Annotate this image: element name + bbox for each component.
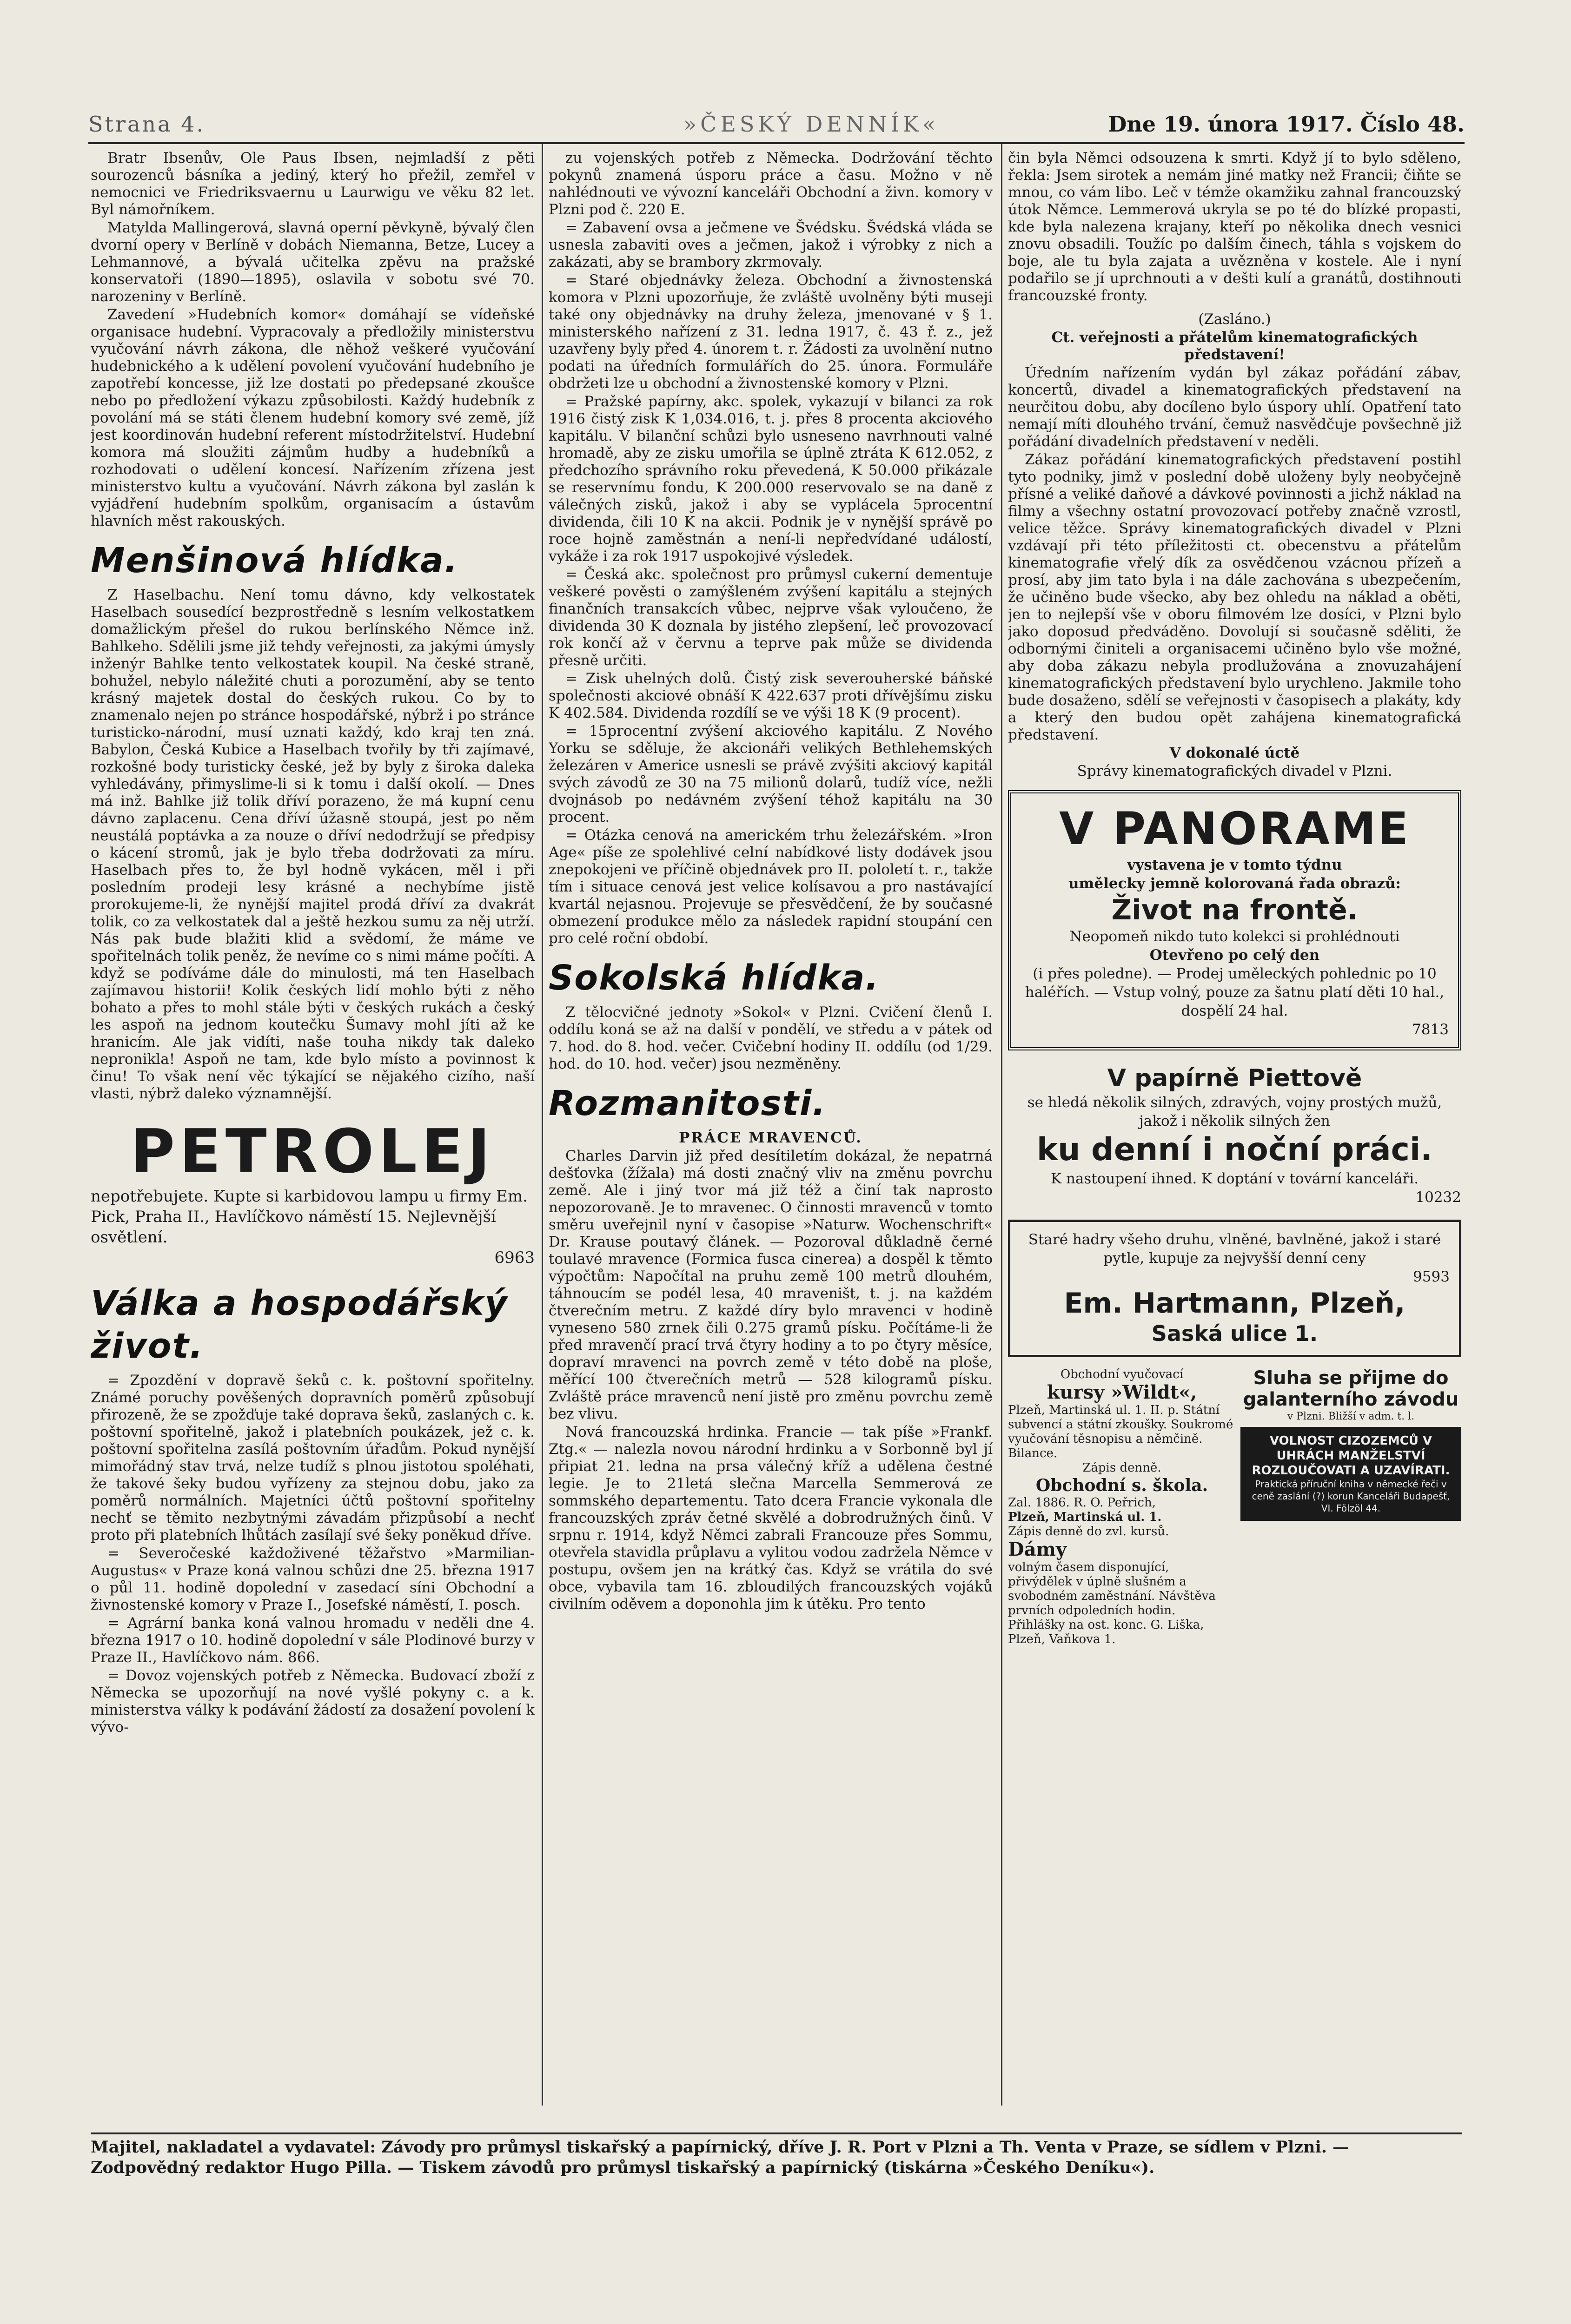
imprint-footer: Majitel, nakladatel a vydavatel: Závody pro průmysl tiskařský a papírnický, dříve J. R. Port v Plzni a Th. Venta v Praze, se sídlem v Plzni. — Zodpovědný redaktor Hugo Pilla. — Tiskem závodů pro průmysl tiskařský a papírnický (tiskárna »Českého Deníku«). [91,2133,1462,2178]
article-military-imports-cont: zu vojenských potřeb z Německa. Dodržování těchto pokynů znamená úsporu práce a času. Možno v ně nahlédnouti ve vývozní kanceláři Obchodní a živn. komory v Plzni pod č. 220 E. [549,150,993,218]
article-haselbach: Z Haselbachu. Není tomu dávno, kdy velkostatek Haselbach sousedící bezprostředně s lesním velkostatkem domažlickým přešel do rukou berlínského Němce inž. Bahlkeho. Sdělili jsme již tehdy veřejnosti, za jakými úmysly inženýr Bahlke tento velkostatek koupil. Na české straně, bohužel, nebylo náležité chuti a porozumění, aby se tento krásný majetek dostal do českých rukou. Co by to znamenalo nejen po stránce hospodářské, nýbrž i po stránce turisticko-národní, musí uznati každý, kdo kraj ten zná. Babylon, Česká Kubice a Haselbach tvořily by tři zajímavé, rozkošné body turisticky české, jež by byly z široka daleka vyhledávány, přimyslime-li si k tomu i další okolí. — Dnes má inž. Bahlke již tolik dříví porazeno, že má kupní cenu dávno zaplacenu. Cena dříví úžasně stoupá, jest po něm neustálá poptávka a za nouze o dříví nedodržují se předpisy o kácení stromů, jak je bylo třeba dodržovati za míru. Haselbach přes to, že byl hodně vykácen, měl i při posledním prodeji lesy krásné a nechybíme jistě prorokujeme-li, že nynější majitel prodá dříví za dvakrát tolik, co za velkostatek dal a ještě hezkou sumu za něj utrží. Nás pak bude blažiti klid a svědomí, že máme ve spořitelnách tolik peněz, že nevíme co s nimi máme počíti. A když se podíváme dále do minulosti, má ten Haselbach zajímavou historii! Kolik českých lidí mohlo býti z něho bohato a přes to mohl stále býti v českých rukách a český les aspoň na jednom koutečku Šumavy mohl jíti až ke hranicím. Ale jak vidíti, naše touha nikdy tak daleko nepronikla! Aspoň ne tam, kde bylo místo a povinnost k činu! To však není věc týkající se nějakého cizího, naší vlasti, nýbrž daleko významnější. [91,587,535,1102]
article-military-imports: = Dovoz vojenských potřeb z Německa. Budovací zboží z Německa se upozorňují na nové vyšlé pokyny c. a k. ministerstva války k podávání žádostí za dosažení povolení k vývo- [91,1667,535,1736]
ad-piett-text2: K nastoupení ihned. K doptání v tovární kanceláři. [1050,1170,1419,1187]
ad-panorama-line5: (i přes poledne). — Prodej uměleckých pohlednic po 10 haléřích. — Vstup volný, pouze za šatnu platí děti 10 hal., dospělí 24 hal. [1025,965,1445,1019]
cls-school-title: Obchodní s. škola. [1035,1476,1208,1495]
cls-black-ad [1240,1427,1461,1521]
article-french-heroine-cont: čin byla Němci odsouzena k smrti. Když jí to bylo sděleno, řekla: Jsem sirotek a nemám jiné matky než Francii; čiňte se mnou, co vám libo. Leč v témže okamžiku zahnal francouzský útok Němce. Lemmerová ukryla se po té do blízké propasti, kde byla nalezena krajany, kteří po několika dnech vesnici znovu obsadili. Toužíc po dalším činech, táhla s vojskem do boje, ale tu byla zajata a uvězněna v kostele. Ale i nyní podařilo se jí uprchnouti a v dešti kulí a granátů, dostihnouti francouzské fronty. [1008,150,1461,304]
ad-petrol-title: PETROLEJ [130,1116,495,1187]
article-iron-orders: = Staré objednávky železa. Obchodní a živnostenská komora v Plzni upozorňuje, že zvláště uvolněny býti museji také ony objednávky na druhy železa, jmenované v § 1. ministerského nařízení z 31. ledna 1917, č. 43 ř. z., jež uzavřeny byly před 4. únorem t. r. Žádosti za uvolnění nutno podati na úředních formulářích do 25. února. Formuláře obdržeti lze u obchodní a živnostenské komory v Plzni. [549,272,993,392]
section-title-war-economy: Válka a hospodářský život. [91,1283,508,1366]
cls-black-ad-text: Praktická příruční kniha v německé řeči v ceně zaslání (?) korun Kanceláři Budapešť, VI. Fölzöl 44. [1252,1479,1450,1514]
zaslano-sign-2: Správy kinematografických divadel v Plzni. [1077,763,1392,779]
column-divider [542,144,543,2106]
ad-petrol-text: nepotřebujete. Kupte si karbidovou lampu u firmy Em. Pick, Praha II., Havlíčkovo náměstí 15. Nejlevnější osvětlení. [91,1187,528,1247]
zaslano-text-1: Úředním nařízením vydán byl zákaz pořádání zábav, koncertů, divadel a kinematografických představení na neurčitou dobu, aby docíleno bylo úspory uhlí. Opatření tato nemají míti dlouhého trvání, čemuž nasvědčuje povšechně již pořádání divadelních představení v neděli. [1008,364,1461,450]
heading-ants: PRÁCE MRAVENCŮ. [679,1129,862,1146]
article-iron-market: = Otázka cenová na americkém trhu železářském. »Iron Age« píše ze spolehlivé celní nabídkové listy dodávek jsou znepokojeni ve příčině objednávek pro II. pololetí t. r., takže tím i situace cenová jest velice kolísavou a pro nastávající kvartál nejasnou. Projevuje se přesvědčení, že by současné obmezení produkce mělo za následek rapidní stoupání cen pro celé roční období. [549,827,993,947]
section-title-minority: Menšinová hlídka. [91,541,459,581]
ad-panorama-line3: Neopomeň nikdo tuto kolekci si prohlédnouti [1069,928,1400,945]
article-mallinger: Matylda Mallingerová, slavná operní pěvkyně, bývalý člen dvorní opery v Berlíně v dobách Niemanna, Betze, Lucey a Lehmannové, a bývalá učitelka zpěvu na pražské konservatoři (1890—1895), oslavila v sobotu své 70. narozeniny v Berlíně. [91,219,535,305]
ad-hartmann-code: 9593 [1413,1268,1450,1285]
article-marmilian: = Severočeské každoživené těžařstvo »Marmilian-Augustus« v Praze koná valnou schůzi dne 25. března 1917 o půl 11. hodině dopolední v zasedací síni Obchodní a živnostenské komory v Praze I., Josefské náměstí, I. posch. [91,1545,535,1613]
classifieds [1008,1367,1461,1646]
ad-piett-code: 10232 [1415,1189,1461,1206]
article-ibsen: Bratr Ibsenův, Ole Paus Ibsen, nejmladší z pěti sourozenců básníka a jediný, který ho přežil, zemřel v nemocnici ve Friedriksvaernu u Laurwigu ve věku 82 let. Byl námořníkem. [91,150,535,218]
classifieds-left [1008,1367,1236,1647]
cls-zapis: Zápis denně. [1082,1461,1161,1475]
ad-piett [1008,1061,1461,1209]
article-coal-mines: = Zisk uhelných dolů. Čistý zisk severouherské báňské společnosti akciové obnáší K 422.637 proti dřívějšímu zisku K 402.584. Dividenda rozdílí se ve výši 18 K (9 procent). [549,670,993,721]
article-sokol-plzen: Z tělocvičné jednoty »Sokol« v Plzni. Cvičení členů I. oddílu koná se až na další v pondělí, ve středu a v pátek od 7. hod. do 8. hod. večer. Cvičební hodiny II. oddílu (od 1/29. hod. do 10. hod. večer) jsou nezměněny. [549,1004,993,1072]
ad-panorama-line1: vystavena je v tomto týdnu [1127,857,1342,873]
ad-petrol [91,1116,535,1268]
page-header [88,108,1465,140]
article-french-heroine: Nová francouzská hrdinka. Francie — tak píše »Frankf. Ztg.« — nalezla novou národní hrdinku a v Sorbonně byl jí připiat 21. ledna na prsa válečný kříž a udělena čestné legie. Je to 21letá slečna Marcella Semmerová ze sommského departementu. Tato dcera Francie vykonala dle francouzských zpráv četné skvělé a dobrodružných činů. V srpnu r. 1914, když Němci zabrali Francouze přes Sommu, otevřela stavidla průplavu a vylitou vodou zadržela Němce v postupu, ovšem jen na krátký čas. Když se vrátila do své obce, vybavila tam 16. zbloudilých francouzských vojáků civilním oděvem a doponohla jim k útěku. Pro tento [549,1424,993,1612]
ad-piett-big: ku denní i noční práci. [1036,1131,1433,1168]
column-3 [1008,150,1461,2093]
cls-black-ad-title: VOLNOST CIZOZEMCŮ V UHRÁCH MANŽELSTVÍ ROZLOUČOVATI A UZAVÍRATI. [1252,1434,1450,1478]
ad-panorama-line4: Otevřeno po celý den [1149,947,1320,964]
article-bethlehem: = 15procentní zvýšení akciového kapitálu. Z Nového Yorku se sděluje, že akcionáři velikých Bethlehemských železáren v Americe usnesli se právě zvýšiti akciový kapitál svých závodů ze 30 na 75 milionů dolarů, tudíž více, nežli dvojnásob po nedávném zvýšení téhož kapitálu na 30 procent. [549,723,993,825]
page-number: Strana 4. [88,112,205,137]
cls-school-founded: Zal. 1886. R. O. Peřrich, [1008,1496,1156,1510]
ad-hartmann-street: Saská ulice 1. [1151,1321,1318,1346]
ad-hartmann [1008,1220,1461,1357]
article-sweden-oats: = Zabavení ovsa a ječmene ve Švédsku. Švédská vláda se usnesla zabaviti oves a ječmen, jakož i výrobky z nich a zakázati, aby se brambory zkrmovaly. [549,219,993,271]
cls-servant-sub: v Plzni. Bližší v adm. t. l. [1287,1411,1415,1422]
zaslano-sign-1: V dokonalé úctě [1169,745,1300,761]
ad-hartmann-line1: Staré hadry všeho druhu, vlněné, bavlněné, jakož i staré pytle, kupuje za nejvyšší denní ceny [1028,1231,1441,1267]
ad-panorama-film: Život na frontě. [1111,894,1358,926]
ad-panorama-line2: umělecky jemně kolorovaná řada obrazů: [1068,875,1401,892]
section-title-sokol: Sokolská hlídka. [549,958,880,998]
article-music-chambers: Zavedení »Hudebních komor« domáhají se vídeňské organisace hudební. Vypracovaly a předložily ministerstvu vyučování návrh zákona, dle něhož veškeré vyučování hudebnického a k udělení povolení vyučování hudebního je zapotřebí koncesse, již lze dostati po předepsané zkoušce nebo po předložení výkazu způsobilosti. Každý hudebník z povolání má se státi členem hudební komory své země, jíž jest koordinován hudební referent místodržitelství. Hudební komora má sloužiti zájmům hudby a hudebníků a rozhodovati o udělení koncesí. Nařízením zřízena jest ministerstvo kultu a vyučování. Návrh zákona byl zaslán k vyjádření hudebním spolkům, organisacím a ústavům hlavních měst rakouských. [91,306,535,529]
cls-school-enrol: Zápis denně do zvl. kursů. [1008,1525,1169,1538]
cls-wildt-text: Plzeň, Martinská ul. 1. II. p. Státní subvencí a státní zkoušky. Soukromé vyučování těsnopisu a němčině. Bilance. [1008,1403,1233,1460]
cls-ladies-title: Dámy [1008,1538,1067,1560]
header-rule [88,142,1465,144]
cls-wildt-label: Obchodní vyučovací [1060,1367,1184,1381]
cls-school-address: Plzeň, Martinská ul. 1. [1008,1510,1162,1524]
column-1 [91,150,535,2093]
column-divider [1001,144,1002,2106]
cls-servant-title: Sluha se přijme do galanterního závodu [1243,1367,1459,1410]
column-2 [549,150,993,2093]
zaslano-title: Ct. veřejnosti a přátelům kinematografických představení! [1051,329,1418,363]
zaslano-label: (Zasláno.) [1198,311,1271,328]
cls-wildt-title: kursy »Wildt«, [1047,1381,1197,1403]
ad-panorama-code: 7813 [1412,1021,1449,1038]
article-postal-cheques: = Zpozdění v dopravě šeků c. k. poštovní spořitelny. Známé poruchy pověšených dopravních poměrů způsobují přirozeně, že se zpožďuje také doprava šeků, zaslaných c. k. poštovní spořitelně, jakož i platebních poukázek, jež c. k. poštovní spořitelna zasílá poštovním úřadům. Pokud nynější mimořádný stav trvá, nelze tudíž s plnou jistotou spoléhati, že takové šeky budou vyřízeny za stejnou dobu, jako za poměrů normálních. Majetníci účtů poštovní spořitelny nechť se těmito nezbytnými závadám přizpůsobí a nechť proto při platebních lhůtách zasílají své šeky poněkud dříve. [91,1372,535,1544]
ad-piett-text: se hledá několik silných, zdravých, vojny prostých mužů, jakož i několik silných žen [1027,1094,1442,1129]
article-paper-mills: = Pražské papírny, akc. spolek, vykazují v bilanci za rok 1916 čistý zisk K 1,034.016, t. j. přes 8 procenta akciového kapitálu. V bilanční schůzi bylo usneseno navrhnouti valné hromadě, aby ze zisku umořila se úplně ztráta K 612.052, z předchozího správního roku převedená, K 50.000 přikázale se reservnímu fondu, K 200.000 reservovalo se na daně z válečných zisků, jakož i aby se vyplácela 5procentní dividenda, čili 10 K na akcii. Podnik je v nynější správě po roce hojně zaměstnán a není-li nepředvídané událostí, vykáže i za rok 1917 uspokojivé výsledek. [549,393,993,565]
ad-panorama [1008,790,1461,1050]
ad-petrol-code: 6963 [494,1248,535,1267]
zaslano-text-2: Zákaz pořádání kinematografických představení postihl tyto podniky, jimž v poslední době uloženy byly neobyčejně přísné a veliké daňové a dávkové povinnosti a jichž náklad na filmy a všechny ostatní provozovací potřeby značně vzrostl, velice těžce. Správy kinematografických divadel v Plzni vzdávají při této příležitosti ct. obecenstvu a přátelům kinematografie vřelý dík za osvědčenou vzácnou přízeň a prosí, aby jim tato byla i na dále zachována s ubezpečením, že učiněno bude všecko, aby bez ohledu na náklad a oběti, jen to nejlepší vše v oboru filmovém lze dosíci, v Plzni bylo jako doposud předváděno. Dovolují si současně sděliti, že odbornými činiteli a organisacemi učiněno bylo vše možné, aby doba zákazu nebyla prodlužována a znovuzahájení kinematografických představení bylo urychleno. Jakmile toho bude dosaženo, sdělí se veřejnosti v časopisech a plakáty, kdy a který den budou opět zahájena kinematografická představení. [1008,451,1461,743]
article-sugar-company: = Česká akc. společnost pro průmysl cukerní dementuje veškeré pověsti o zamýšleném zvýšení kapitálu a stejných finančních transakcích vůbec, nejprve však vyloučeno, že dividenda 30 K doznala by jistého zlepšení, leč provozovací rok končí až v červnu a teprve pak může se dividenda přesně určiti. [549,566,993,669]
masthead: »ČESKÝ DENNÍK« [683,112,940,137]
ad-hartmann-name: Em. Hartmann, Plzeň, [1064,1287,1405,1320]
date-issue: Dne 19. února 1917. Číslo 48. [1108,112,1465,137]
classifieds-right [1240,1367,1461,1521]
article-ants: Charles Darvin již před desítiletím dokázal, že nepatrná dešťovka (žížala) má dosti značný vliv na změnu povrchu země. Ale i jiný tvor má již též a činí tak naprosto nepozorovaně. Je to mravenec. O činnosti mravenců v tomto směru uveřejnil nyní v časopise »Naturw. Wochenschrift« Dr. Krause poutavý článek. — Pozoroval důkladně černé toulavé mravence (Formica fusca cinerea) a dospěl k těmto výpočtům: Napočítal na pruhu země 100 metrů dlouhém, táhnoucím se podél lesa, 40 mraveništ, t. j. na každém čtverečním metru. Z každé díry bylo mravenci v hodině vyneseno 580 zrnek čili 0.275 gramů písku. Počítáme-li že před mravenčí prací trvá čtyry hodiny a to po čtyry měsíce, dopraví mravenci na povrch země v této době na ploše, měřící 100 čtverečních metrů — 528 kilogramů písku. Zvláště práce mravenců není jistě pro změnu povrchu země bez vlivu. [549,1148,993,1422]
cls-ladies-text: volným časem disponující, přivýdělek v úplně slušném a svobodném zaměstnání. Návštěva prvních odpoledních hodin. Přihlášky na ost. konc. G. Liška, Plzeň, Vaňkova 1. [1008,1560,1216,1646]
ad-panorama-title: V PANORAME [1059,803,1410,855]
section-title-miscellany: Rozmanitosti. [549,1083,827,1123]
article-agrarian-bank: = Agrární banka koná valnou hromadu v neděli dne 4. března 1917 o 10. hodině dopolední v sále Plodinové burzy v Praze II., Havlíčkovo nám. 866. [91,1615,535,1666]
ad-piett-title: V papírně Piettově [1107,1064,1362,1092]
